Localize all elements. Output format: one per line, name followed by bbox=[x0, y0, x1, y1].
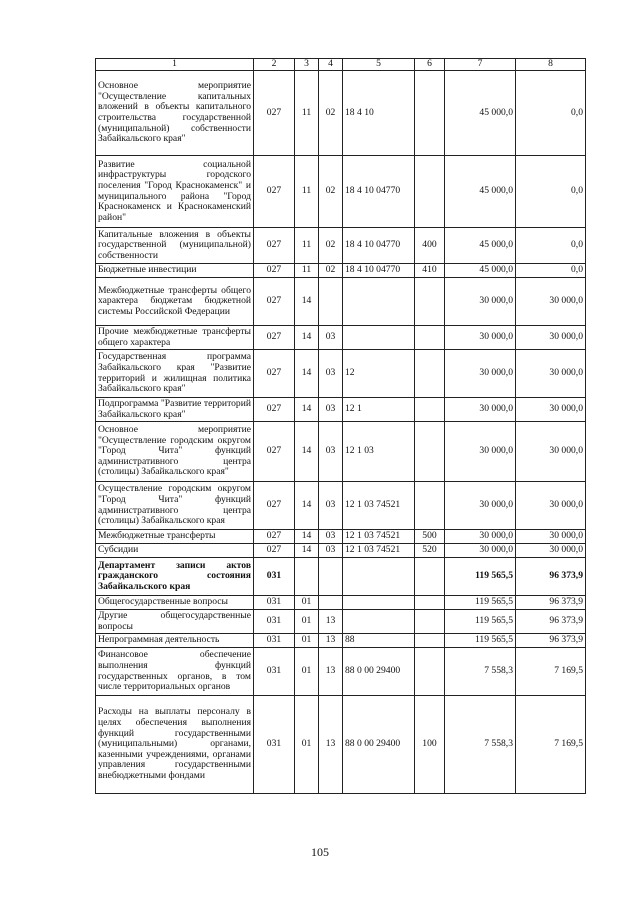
table-row bbox=[96, 278, 586, 326]
row-code-ministry: 027 bbox=[254, 350, 295, 398]
row-amount-year1: 30 000,0 bbox=[445, 278, 516, 326]
row-amount-year2: 7 169,5 bbox=[516, 696, 586, 794]
row-name: Расходы на выплаты персоналу в целях обеспечения выполнения функций государственными (муниципальными) органами, казенными учреждениями, органами управления государственными внебюджетными фондами bbox=[96, 696, 254, 794]
row-amount-year1: 30 000,0 bbox=[445, 422, 516, 482]
row-code-expense-type bbox=[415, 398, 445, 422]
row-code-ministry: 031 bbox=[254, 648, 295, 696]
table-row bbox=[96, 398, 586, 422]
row-code-target bbox=[343, 558, 415, 596]
row-name: Основное мероприятие "Осуществление капитальных вложений в объекты капитального строительства государственной (муниципальной) собственности Забайкальского края" bbox=[96, 71, 254, 156]
row-amount-year1: 30 000,0 bbox=[445, 398, 516, 422]
row-code-subsection: 02 bbox=[319, 71, 343, 156]
row-amount-year1: 45 000,0 bbox=[445, 71, 516, 156]
table-row bbox=[96, 264, 586, 278]
col-header: 3 bbox=[295, 59, 319, 71]
page-number: 105 bbox=[311, 845, 329, 859]
col-header: 4 bbox=[319, 59, 343, 71]
row-code-target bbox=[343, 596, 415, 610]
row-code-section: 01 bbox=[295, 696, 319, 794]
row-code-section bbox=[295, 558, 319, 596]
row-amount-year2: 96 373,9 bbox=[516, 596, 586, 610]
row-code-target bbox=[343, 278, 415, 326]
table-row bbox=[96, 326, 586, 350]
row-amount-year2: 0,0 bbox=[516, 156, 586, 228]
row-code-expense-type: 500 bbox=[415, 530, 445, 544]
row-code-ministry: 031 bbox=[254, 696, 295, 794]
row-name: Межбюджетные трансферты bbox=[96, 530, 254, 544]
table-row bbox=[96, 228, 586, 264]
row-code-ministry: 027 bbox=[254, 278, 295, 326]
row-amount-year2: 30 000,0 bbox=[516, 326, 586, 350]
row-code-expense-type bbox=[415, 422, 445, 482]
row-code-ministry: 027 bbox=[254, 398, 295, 422]
row-amount-year1: 7 558,3 bbox=[445, 648, 516, 696]
row-code-target: 12 bbox=[343, 350, 415, 398]
row-code-ministry: 027 bbox=[254, 228, 295, 264]
row-code-subsection: 02 bbox=[319, 228, 343, 264]
row-amount-year2: 96 373,9 bbox=[516, 634, 586, 648]
row-code-section: 01 bbox=[295, 648, 319, 696]
row-amount-year1: 45 000,0 bbox=[445, 156, 516, 228]
budget-table bbox=[95, 58, 586, 794]
row-name: Подпрограмма "Развитие территорий Забайкальского края" bbox=[96, 398, 254, 422]
col-header: 7 bbox=[445, 59, 516, 71]
row-amount-year1: 119 565,5 bbox=[445, 596, 516, 610]
row-amount-year2: 30 000,0 bbox=[516, 482, 586, 530]
table-row bbox=[96, 558, 586, 596]
row-amount-year1: 119 565,5 bbox=[445, 634, 516, 648]
table-row bbox=[96, 648, 586, 696]
row-code-subsection: 03 bbox=[319, 326, 343, 350]
row-code-section: 14 bbox=[295, 326, 319, 350]
row-code-subsection: 03 bbox=[319, 530, 343, 544]
row-name: Департамент записи актов гражданского состояния Забайкальского края bbox=[96, 558, 254, 596]
row-code-ministry: 031 bbox=[254, 558, 295, 596]
row-code-expense-type bbox=[415, 278, 445, 326]
row-code-expense-type bbox=[415, 596, 445, 610]
row-amount-year1: 30 000,0 bbox=[445, 544, 516, 558]
row-code-subsection: 03 bbox=[319, 544, 343, 558]
row-code-target: 12 1 03 74521 bbox=[343, 530, 415, 544]
table-row bbox=[96, 482, 586, 530]
row-code-subsection: 13 bbox=[319, 696, 343, 794]
row-code-subsection bbox=[319, 596, 343, 610]
row-code-expense-type bbox=[415, 326, 445, 350]
row-name: Государственная программа Забайкальского края "Развитие территорий и жилищная политика Забайкальского края" bbox=[96, 350, 254, 398]
row-amount-year2: 30 000,0 bbox=[516, 544, 586, 558]
row-code-section: 11 bbox=[295, 228, 319, 264]
row-name: Осуществление городским округом "Город Чита" функций административного центра (столицы) Забайкальского края bbox=[96, 482, 254, 530]
table-row bbox=[96, 610, 586, 634]
col-header: 5 bbox=[343, 59, 415, 71]
col-header: 8 bbox=[516, 59, 586, 71]
row-amount-year2: 30 000,0 bbox=[516, 398, 586, 422]
row-amount-year1: 7 558,3 bbox=[445, 696, 516, 794]
table-row bbox=[96, 71, 586, 156]
col-header: 6 bbox=[415, 59, 445, 71]
row-code-subsection: 02 bbox=[319, 156, 343, 228]
row-code-target: 12 1 bbox=[343, 398, 415, 422]
row-code-ministry: 027 bbox=[254, 326, 295, 350]
row-code-expense-type bbox=[415, 610, 445, 634]
row-code-expense-type bbox=[415, 482, 445, 530]
row-amount-year1: 30 000,0 bbox=[445, 482, 516, 530]
row-code-expense-type: 400 bbox=[415, 228, 445, 264]
row-name: Субсидии bbox=[96, 544, 254, 558]
row-code-ministry: 031 bbox=[254, 610, 295, 634]
row-amount-year2: 7 169,5 bbox=[516, 648, 586, 696]
row-code-section: 11 bbox=[295, 264, 319, 278]
row-code-subsection bbox=[319, 278, 343, 326]
row-code-subsection: 13 bbox=[319, 648, 343, 696]
row-amount-year2: 96 373,9 bbox=[516, 610, 586, 634]
row-code-expense-type: 520 bbox=[415, 544, 445, 558]
row-code-subsection: 13 bbox=[319, 634, 343, 648]
row-amount-year2: 96 373,9 bbox=[516, 558, 586, 596]
row-code-ministry: 027 bbox=[254, 422, 295, 482]
row-code-ministry: 027 bbox=[254, 482, 295, 530]
document-page bbox=[95, 58, 585, 794]
table-row bbox=[96, 634, 586, 648]
row-name: Финансовое обеспечение выполнения функций государственных органов, в том числе территориальных органов bbox=[96, 648, 254, 696]
row-code-ministry: 031 bbox=[254, 596, 295, 610]
row-name: Основное мероприятие "Осуществление городским округом "Город Чита" функций административного центра (столицы) Забайкальского края" bbox=[96, 422, 254, 482]
row-code-section: 01 bbox=[295, 610, 319, 634]
row-code-subsection: 02 bbox=[319, 264, 343, 278]
row-code-subsection: 13 bbox=[319, 610, 343, 634]
row-code-section: 11 bbox=[295, 71, 319, 156]
row-code-section: 14 bbox=[295, 482, 319, 530]
row-code-target: 18 4 10 bbox=[343, 71, 415, 156]
table-row bbox=[96, 422, 586, 482]
row-amount-year2: 30 000,0 bbox=[516, 350, 586, 398]
row-code-expense-type bbox=[415, 558, 445, 596]
row-code-section: 14 bbox=[295, 530, 319, 544]
row-code-expense-type bbox=[415, 156, 445, 228]
row-code-section: 11 bbox=[295, 156, 319, 228]
row-amount-year2: 30 000,0 bbox=[516, 530, 586, 544]
table-row bbox=[96, 696, 586, 794]
row-code-section: 01 bbox=[295, 634, 319, 648]
row-name: Межбюджетные трансферты общего характера бюджетам бюджетной системы Российской Федерации bbox=[96, 278, 254, 326]
row-name: Бюджетные инвестиции bbox=[96, 264, 254, 278]
row-amount-year1: 119 565,5 bbox=[445, 610, 516, 634]
table-header-row bbox=[96, 59, 586, 71]
row-code-section: 14 bbox=[295, 350, 319, 398]
col-header: 1 bbox=[96, 59, 254, 71]
row-code-ministry: 027 bbox=[254, 544, 295, 558]
row-code-expense-type: 100 bbox=[415, 696, 445, 794]
row-name: Непрограммная деятельность bbox=[96, 634, 254, 648]
table-row bbox=[96, 544, 586, 558]
row-code-expense-type bbox=[415, 648, 445, 696]
row-name: Другие общегосударственные вопросы bbox=[96, 610, 254, 634]
row-code-section: 14 bbox=[295, 398, 319, 422]
row-code-target: 88 bbox=[343, 634, 415, 648]
row-amount-year1: 30 000,0 bbox=[445, 326, 516, 350]
col-header: 2 bbox=[254, 59, 295, 71]
row-code-expense-type bbox=[415, 634, 445, 648]
row-code-ministry: 027 bbox=[254, 71, 295, 156]
row-amount-year2: 0,0 bbox=[516, 71, 586, 156]
row-amount-year1: 30 000,0 bbox=[445, 350, 516, 398]
row-amount-year1: 45 000,0 bbox=[445, 228, 516, 264]
row-code-target bbox=[343, 610, 415, 634]
row-amount-year2: 0,0 bbox=[516, 264, 586, 278]
row-code-target: 88 0 00 29400 bbox=[343, 696, 415, 794]
row-code-subsection: 03 bbox=[319, 350, 343, 398]
row-code-target: 12 1 03 bbox=[343, 422, 415, 482]
row-code-expense-type bbox=[415, 350, 445, 398]
row-code-target: 88 0 00 29400 bbox=[343, 648, 415, 696]
row-code-expense-type: 410 bbox=[415, 264, 445, 278]
row-code-section: 01 bbox=[295, 596, 319, 610]
row-code-subsection: 03 bbox=[319, 398, 343, 422]
row-code-section: 14 bbox=[295, 544, 319, 558]
row-name: Общегосударственные вопросы bbox=[96, 596, 254, 610]
table-row bbox=[96, 156, 586, 228]
table-row bbox=[96, 530, 586, 544]
row-amount-year1: 45 000,0 bbox=[445, 264, 516, 278]
row-code-target: 12 1 03 74521 bbox=[343, 482, 415, 530]
row-amount-year2: 30 000,0 bbox=[516, 278, 586, 326]
table-row bbox=[96, 596, 586, 610]
row-amount-year2: 0,0 bbox=[516, 228, 586, 264]
row-name: Прочие межбюджетные трансферты общего характера bbox=[96, 326, 254, 350]
row-code-section: 14 bbox=[295, 278, 319, 326]
row-amount-year1: 30 000,0 bbox=[445, 530, 516, 544]
row-amount-year2: 30 000,0 bbox=[516, 422, 586, 482]
row-code-subsection bbox=[319, 558, 343, 596]
row-code-section: 14 bbox=[295, 422, 319, 482]
row-code-ministry: 027 bbox=[254, 264, 295, 278]
row-code-subsection: 03 bbox=[319, 482, 343, 530]
row-code-target: 18 4 10 04770 bbox=[343, 228, 415, 264]
row-code-expense-type bbox=[415, 71, 445, 156]
row-code-ministry: 031 bbox=[254, 634, 295, 648]
row-name: Развитие социальной инфраструктуры городского поселения "Город Краснокаменск" и муниципального района "Город Краснокаменск и Краснокаменский район" bbox=[96, 156, 254, 228]
row-code-subsection: 03 bbox=[319, 422, 343, 482]
row-code-target bbox=[343, 326, 415, 350]
row-code-ministry: 027 bbox=[254, 156, 295, 228]
row-code-target: 18 4 10 04770 bbox=[343, 156, 415, 228]
row-code-target: 18 4 10 04770 bbox=[343, 264, 415, 278]
row-code-target: 12 1 03 74521 bbox=[343, 544, 415, 558]
table-row bbox=[96, 350, 586, 398]
row-amount-year1: 119 565,5 bbox=[445, 558, 516, 596]
row-code-ministry: 027 bbox=[254, 530, 295, 544]
row-name: Капитальные вложения в объекты государственной (муниципальной) собственности bbox=[96, 228, 254, 264]
